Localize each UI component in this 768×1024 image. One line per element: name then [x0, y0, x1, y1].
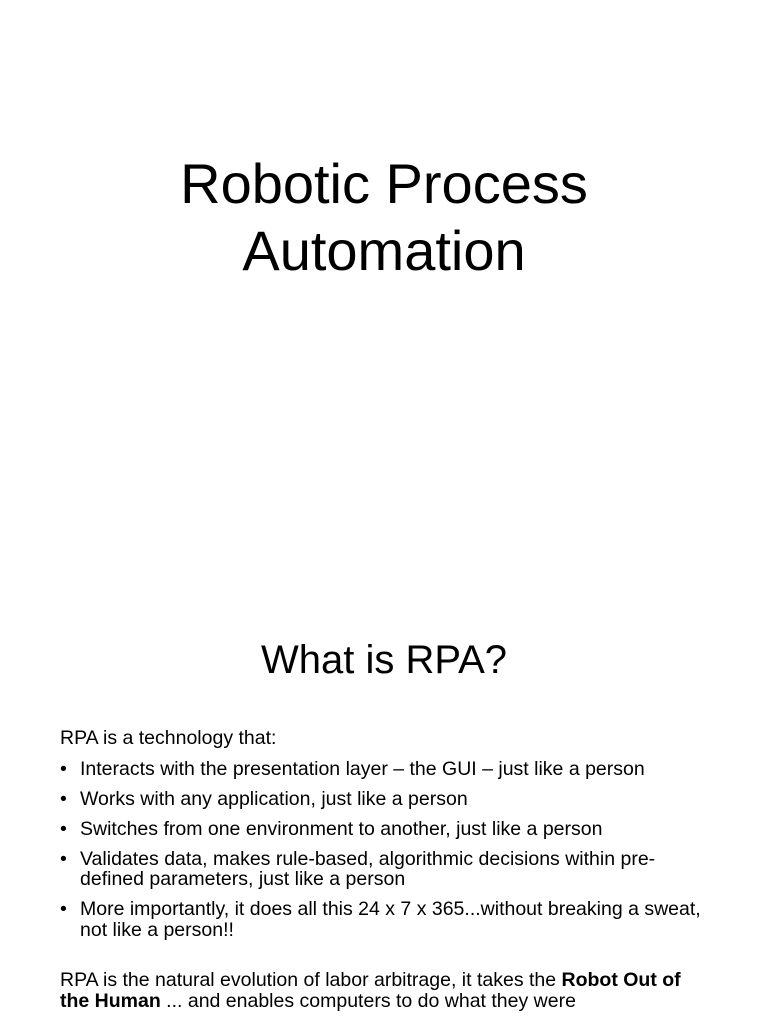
closing-paragraph	[60, 970, 710, 1011]
bullet-item: • Interacts with the presentation layer – the GUI – just like a person	[60, 759, 710, 780]
bullet-item: • More importantly, it does all this 24 x 7 x 365...without breaking a sweat, not like a person!!	[60, 899, 710, 940]
slide-1-title-line-2: Automation	[242, 219, 526, 282]
bullet-item: • Switches from one environment to another, just like a person	[60, 819, 710, 840]
bullet-item: • Validates data, makes rule-based, algorithmic decisions within pre-defined parameters, just like a person	[60, 849, 710, 890]
bullet-list	[60, 759, 710, 941]
slide-1-title	[0, 150, 768, 284]
intro-text: RPA is a technology that:	[60, 727, 277, 749]
closing-bold-text: Robot Out of the Human	[60, 969, 681, 1012]
slide-2-title: What is RPA?	[261, 638, 507, 682]
closing-text-part-2: ... and enables computers to do what they were	[160, 989, 576, 1012]
slide-1-title-line-1: Robotic Process	[180, 152, 588, 215]
closing-text-part-1: RPA is the natural evolution of labor arbitrage, it takes the	[60, 969, 562, 991]
slide-2-body	[60, 728, 710, 1011]
bullet-item: • Works with any application, just like a person	[60, 789, 710, 810]
